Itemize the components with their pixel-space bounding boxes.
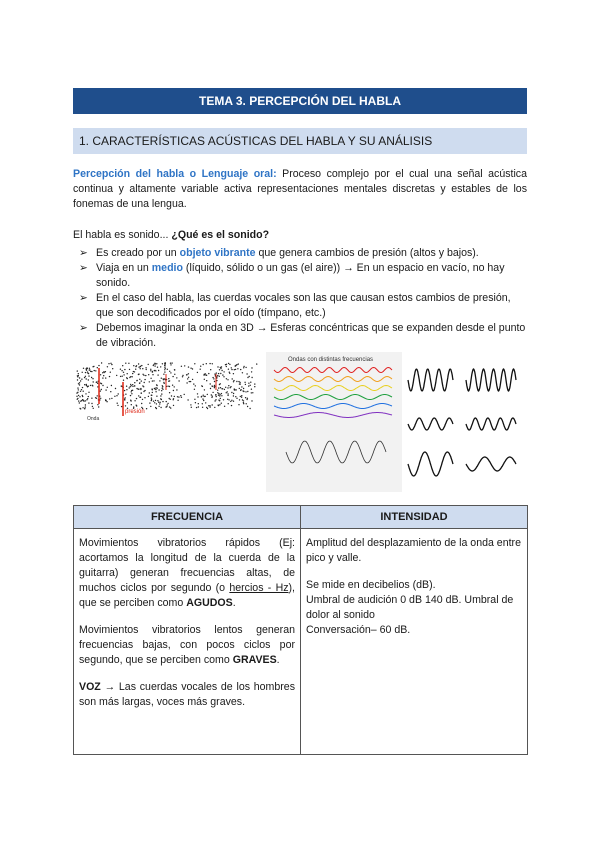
arrow-bullet-icon: ➢ bbox=[79, 262, 88, 274]
intensity-definition: Amplitud del desplazamiento de la onda entre pico y valle. bbox=[306, 537, 521, 564]
highlight-term: medio bbox=[151, 262, 183, 274]
frequency-intensity-table bbox=[73, 505, 528, 755]
highlight-term: objeto vibrante bbox=[179, 247, 256, 259]
arrow-bullet-icon: ➢ bbox=[79, 292, 88, 304]
frequency-waves-figure bbox=[266, 352, 527, 492]
intro-term: Percepción del habla o Lenguaje oral: bbox=[73, 168, 277, 180]
section-heading: 1. CARACTERÍSTICAS ACÚSTICAS DEL HABLA Y SU ANÁLISIS bbox=[73, 128, 527, 154]
pressure-wave-figure bbox=[73, 360, 260, 422]
hertz-link[interactable]: hercios - Hz bbox=[229, 582, 289, 594]
bullet-item: ➢ Viaja en un medio (líquido, sólido o un gas (el aire)) → En un espacio en vacío, no hay sonido. bbox=[79, 262, 505, 289]
intro-paragraph bbox=[73, 167, 527, 212]
column-header-intensity: INTENSIDAD bbox=[301, 506, 528, 529]
intensity-threshold: Umbral de audición 0 dB 140 dB. Umbral de dolor al sonido bbox=[306, 594, 514, 621]
figure-label-pressure: presión bbox=[125, 409, 145, 415]
bullet-item: ➢ En el caso del habla, las cuerdas vocales son las que causan estos cambios de presión, que son decodificados por el oído (tímpano, etc.) bbox=[79, 292, 511, 319]
page-title: TEMA 3. PERCEPCIÓN DEL HABLA bbox=[73, 88, 527, 114]
column-header-frequency: FRECUENCIA bbox=[74, 506, 301, 529]
figure-title: Ondas con distintas frecuencias bbox=[288, 357, 374, 363]
arrow-bullet-icon: ➢ bbox=[79, 322, 88, 334]
intensity-unit: Se mide en decibelios (dB). bbox=[306, 579, 436, 591]
question-prefix: El habla es sonido... bbox=[73, 229, 172, 241]
arrow-bullet-icon: ➢ bbox=[79, 247, 88, 259]
frequency-text-low: Movimientos vibratorios lentos generan frecuencias bajas, con pocos ciclos por segundo, que se perciben como GRAVES. bbox=[79, 624, 295, 666]
sound-question bbox=[73, 228, 527, 243]
question-bold: ¿Qué es el sonido? bbox=[171, 229, 270, 241]
bullet-list bbox=[73, 246, 527, 351]
intro-text: Proceso complejo por el cual una señal acústica continua y altamente variable activa representaciones mentales discretas y estables de los fonemas de una lengua. bbox=[73, 168, 527, 210]
frequency-cell bbox=[74, 529, 301, 755]
frequency-text-voice: VOZ → Las cuerdas vocales de los hombres son más largas, voces más graves. bbox=[79, 681, 295, 708]
intensity-conversation: Conversación– 60 dB. bbox=[306, 624, 411, 636]
figure-label-wave: Onda bbox=[87, 416, 100, 422]
intensity-cell bbox=[301, 529, 528, 755]
bullet-item: ➢ Debemos imaginar la onda en 3D → Esferas concéntricas que se expanden desde el punto de vibración. bbox=[79, 322, 526, 349]
frequency-text-high: Movimientos vibratorios rápidos (Ej: acortamos la longitud de la cuerda de la guitarra) generan frecuencias altas, de muchos ciclos por segundo (o hercios - Hz), que se perciben como AGUDOS. bbox=[79, 537, 296, 609]
bullet-item: ➢ Es creado por un objeto vibrante que genera cambios de presión (altos y bajos). bbox=[79, 247, 479, 259]
